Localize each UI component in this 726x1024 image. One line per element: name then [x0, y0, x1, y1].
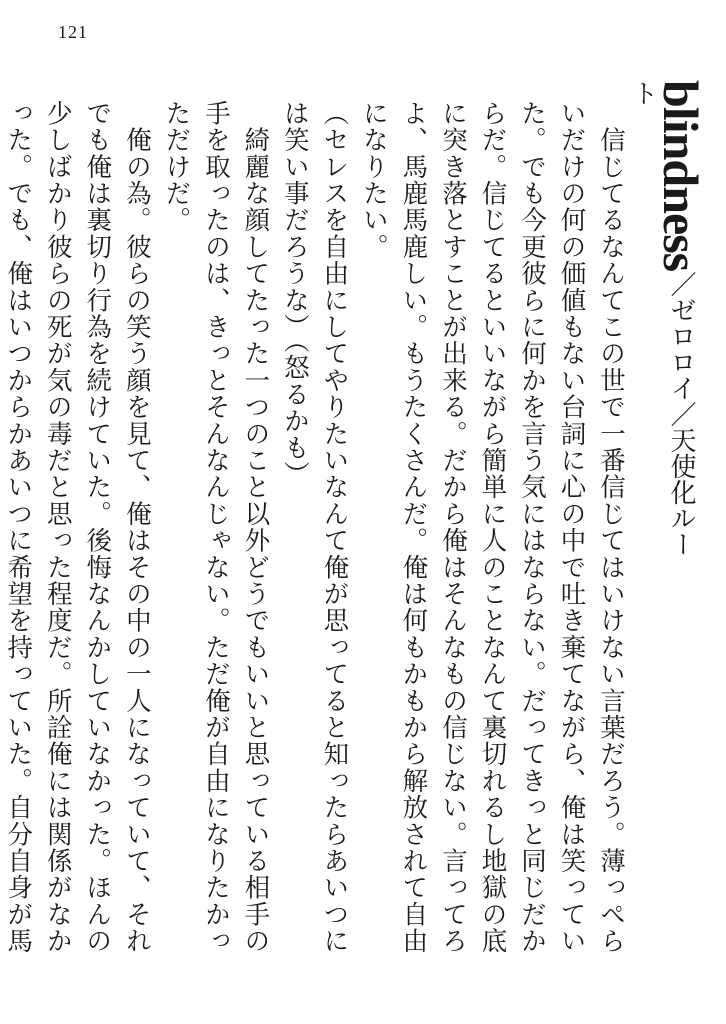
story-title-block: [628, 80, 709, 560]
story-title-main: blindness: [653, 80, 709, 272]
story-title-subtitle: ／ゼロロイ／天使化ルート: [628, 80, 696, 558]
paragraph: 信じてるなんてこの世で一番信じてはいけない言葉だろう。薄っぺらいだけの何の価値もない台詞に心の中で吐き棄てながら、俺は笑っていた。でも今更彼らに何かを言う気にはならない。だってきっと同じだからだ。信じてるといいながら簡単に人のことなんて裏切れるし地獄の底に突き落とすことが出来る。だから俺はそんなもの信じない。言ってろよ、馬鹿馬鹿しい。もうたくさんだ。俺は何もかもから解放されて自由になりたい。: [358, 100, 626, 955]
paragraph: 俺の為。彼らの笑う顔を見て、俺はその中の一人になっていて、それでも俺は裏切り行為を続けていた。後悔なんかしていなかった。ほんの少しばかり彼らの死が気の毒だと思った程度だ。所詮俺には関係がなかった。でも、俺はいつからかあいつに希望を持っていた。自分自身が馬: [3, 100, 152, 955]
paragraph: （セレスを自由にしてやりたいなんて俺が思ってると知ったらあいつには笑い事だろうな）（怒るかも）: [279, 100, 350, 955]
paragraph: 綺麗な顔してたった一つのこと以外どうでもいいと思っている相手の手を取ったのは、きっとそんなんじゃない。ただ俺が自由になりたかっただけだ。: [161, 100, 271, 955]
body-text: [3, 100, 630, 980]
story-title: [628, 80, 709, 560]
page-number: 121: [58, 22, 88, 42]
